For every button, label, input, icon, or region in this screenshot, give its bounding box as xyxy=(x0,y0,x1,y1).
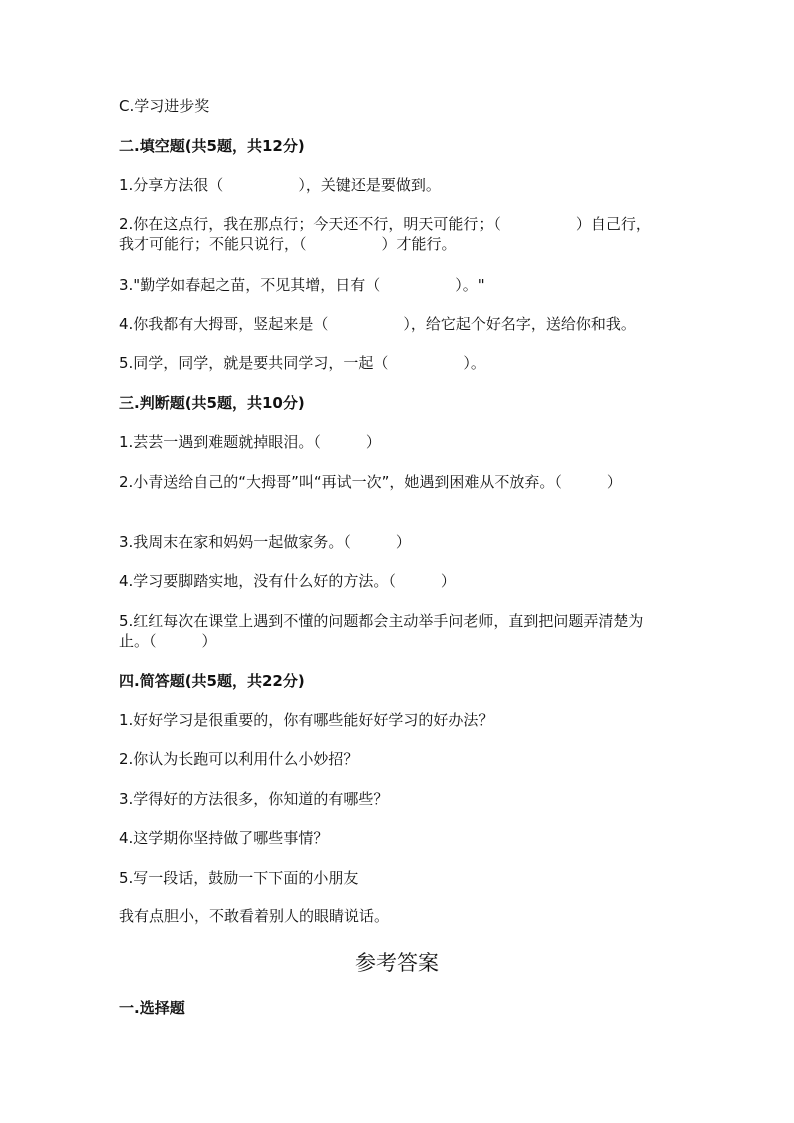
fill-question-2: 2.你在这点行，我在那点行；今天还不行，明天可能行；（ ）自己行，我才可能行；不能只说行，（ ）才能行。 xyxy=(119,215,651,253)
fill-question-4: 4.你我都有大拇哥，竖起来是（ ），给它起个好名字，送给你和我。 xyxy=(119,315,636,333)
short-question-5-detail: 我有点胆小，不敢看着别人的眼睛说话。 xyxy=(119,907,390,925)
judge-question-3: 3.我周末在家和妈妈一起做家务。（ ） xyxy=(119,533,411,551)
short-question-5: 5.写一段话，鼓励一下下面的小朋友 xyxy=(119,869,359,887)
answer-section-heading-choice: 一.选择题 xyxy=(119,999,185,1017)
section-heading-fill-in: 二.填空题(共5题，共12分) xyxy=(119,137,305,155)
short-question-4: 4.这学期你坚持做了哪些事情？ xyxy=(119,829,329,847)
judge-question-5: 5.红红每次在课堂上遇到不懂的问题都会主动举手问老师，直到把问题弄清楚为止。（ ） xyxy=(119,612,644,650)
short-question-2: 2.你认为长跑可以利用什么小妙招？ xyxy=(119,750,359,768)
fill-question-5: 5.同学，同学，就是要共同学习，一起（ ）。 xyxy=(119,354,486,372)
fill-question-3: 3."勤学如春起之苗，不见其增，日有（ ）。" xyxy=(119,276,485,294)
section-heading-short-answer: 四.简答题(共5题，共22分) xyxy=(119,672,305,690)
judge-question-2: 2.小青送给自己的“大拇哥”叫“再试一次”，她遇到困难从不放弃。（ ） xyxy=(119,473,622,491)
option-c: C.学习进步奖 xyxy=(119,97,210,115)
fill-question-1: 1.分享方法很（ ），关键还是要做到。 xyxy=(119,176,441,194)
section-heading-true-false: 三.判断题(共5题，共10分) xyxy=(119,394,305,412)
judge-question-1: 1.芸芸一遇到难题就掉眼泪。（ ） xyxy=(119,433,381,451)
short-question-1: 1.好好学习是很重要的，你有哪些能好好学习的好办法？ xyxy=(119,711,494,729)
answer-key-title: 参考答案 xyxy=(355,951,439,975)
judge-question-4: 4.学习要脚踏实地，没有什么好的方法。（ ） xyxy=(119,572,456,590)
short-question-3: 3.学得好的方法很多，你知道的有哪些？ xyxy=(119,790,389,808)
